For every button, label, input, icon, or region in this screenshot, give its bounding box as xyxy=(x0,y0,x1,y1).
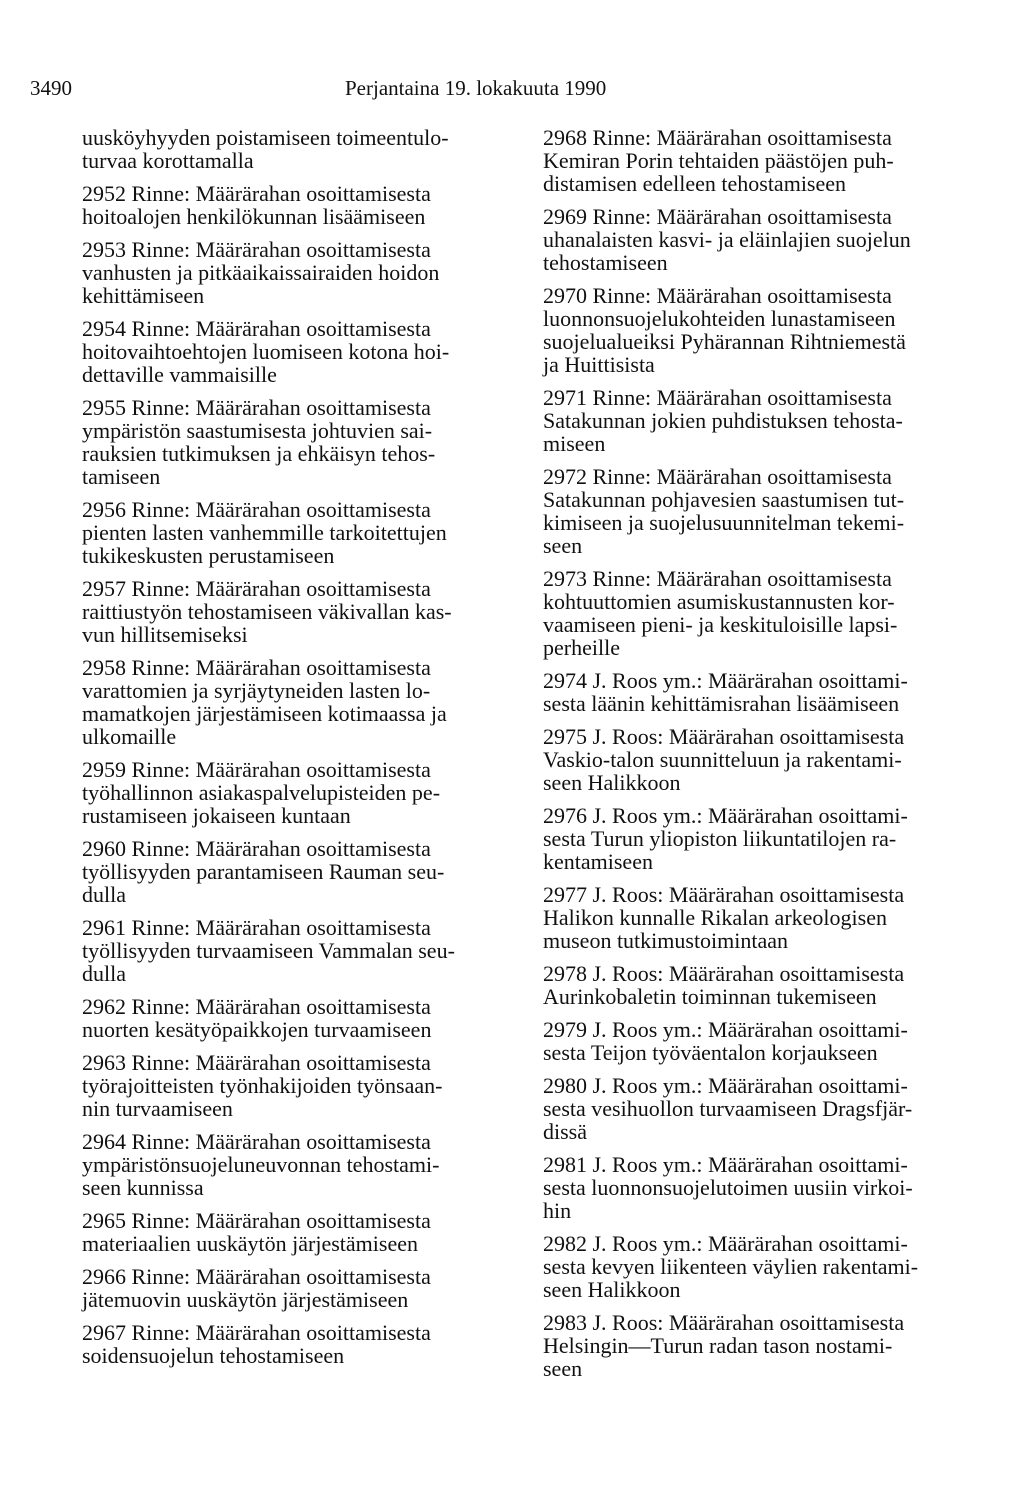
list-item: 2974 J. Roos ym.: Määrärahan osoittami- sesta läänin kehittämisrahan lisäämiseen xyxy=(543,668,908,716)
list-item: 2956 Rinne: Määrärahan osoittamisesta pienten lasten vanhemmille tarkoitettujen tukikeskusten perustamiseen xyxy=(82,497,447,568)
page-number: 3490 xyxy=(30,76,72,100)
list-item: 2972 Rinne: Määrärahan osoittamisesta Satakunnan pohjavesien saastumisen tut- kimiseen ja suojelusuunnitelman tekemi- seen xyxy=(543,464,905,558)
list-item: 2953 Rinne: Määrärahan osoittamisesta vanhusten ja pitkäaikaissairaiden hoidon kehittämiseen xyxy=(82,237,440,308)
list-item: 2977 J. Roos: Määrärahan osoittamisesta Halikon kunnalle Rikalan arkeologisen museon tutkimustoimintaan xyxy=(543,882,905,953)
list-item: 2981 J. Roos ym.: Määrärahan osoittami- sesta luonnonsuojelutoimen uusiin virkoi- hin xyxy=(543,1152,913,1223)
page-date: Perjantaina 19. lokakuuta 1990 xyxy=(345,76,607,100)
list-item: 2978 J. Roos: Määrärahan osoittamisesta Aurinkobaletin toiminnan tukemiseen xyxy=(543,961,905,1009)
list-item: uusköyhyyden poistamiseen toimeentulo- turvaa korottamalla xyxy=(82,125,449,173)
right-column xyxy=(543,126,963,1390)
left-column xyxy=(82,126,494,1377)
list-item: 2964 Rinne: Määrärahan osoittamisesta ympäristönsuojeluneuvonnan tehostami- seen kunnissa xyxy=(82,1129,440,1200)
page-header xyxy=(0,76,1024,106)
list-item: 2973 Rinne: Määrärahan osoittamisesta kohtuuttomien asumiskustannusten kor- vaamiseen pieni- ja keskituloisille lapsi- perheille xyxy=(543,566,898,660)
list-item: 2967 Rinne: Määrärahan osoittamisesta soidensuojelun tehostamiseen xyxy=(82,1320,431,1368)
list-item: 2954 Rinne: Määrärahan osoittamisesta hoitovaihtoehtojen luomiseen kotona hoi- dettaville vammaisille xyxy=(82,316,450,387)
list-item: 2971 Rinne: Määrärahan osoittamisesta Satakunnan jokien puhdistuksen tehosta- miseen xyxy=(543,385,903,456)
list-item: 2958 Rinne: Määrärahan osoittamisesta varattomien ja syrjäytyneiden lasten lo- mamatkojen järjestämiseen kotimaassa ja ulkomaille xyxy=(82,655,447,749)
list-item: 2952 Rinne: Määrärahan osoittamisesta hoitoalojen henkilökunnan lisäämiseen xyxy=(82,181,431,229)
list-item: 2955 Rinne: Määrärahan osoittamisesta ympäristön saastumisesta johtuvien sai- rauksien tutkimuksen ja ehkäisyn tehos- tamiseen xyxy=(82,395,436,489)
list-item: 2979 J. Roos ym.: Määrärahan osoittami- sesta Teijon työväentalon korjaukseen xyxy=(543,1017,908,1065)
list-item: 2959 Rinne: Määrärahan osoittamisesta työhallinnon asiakaspalvelupisteiden pe- rustamiseen jokaiseen kuntaan xyxy=(82,757,441,828)
list-item: 2982 J. Roos ym.: Määrärahan osoittami- sesta kevyen liikenteen väylien rakentami- seen Halikkoon xyxy=(543,1231,919,1302)
list-item: 2957 Rinne: Määrärahan osoittamisesta raittiustyön tehostamiseen väkivallan kas- vun hillitsemiseksi xyxy=(82,576,452,647)
list-item: 2968 Rinne: Määrärahan osoittamisesta Kemiran Porin tehtaiden päästöjen puh- distamisen edelleen tehostamiseen xyxy=(543,125,894,196)
list-item: 2965 Rinne: Määrärahan osoittamisesta materiaalien uuskäytön järjestämiseen xyxy=(82,1208,431,1256)
list-item: 2976 J. Roos ym.: Määrärahan osoittami- sesta Turun yliopiston liikuntatilojen ra- kentamiseen xyxy=(543,803,908,874)
list-item: 2983 J. Roos: Määrärahan osoittamisesta Helsingin—Turun radan tason nostami- seen xyxy=(543,1310,905,1381)
list-item: 2970 Rinne: Määrärahan osoittamisesta luonnonsuojelukohteiden lunastamiseen suojelualueiksi Pyhärannan Rihtniemestä ja Huittisista xyxy=(543,283,906,377)
list-item: 2980 J. Roos ym.: Määrärahan osoittami- sesta vesihuollon turvaamiseen Dragsfjär- dissä xyxy=(543,1073,913,1144)
list-item: 2966 Rinne: Määrärahan osoittamisesta jätemuovin uuskäytön järjestämiseen xyxy=(82,1264,431,1312)
list-item: 2962 Rinne: Määrärahan osoittamisesta nuorten kesätyöpaikkojen turvaamiseen xyxy=(82,994,432,1042)
list-item: 2961 Rinne: Määrärahan osoittamisesta työllisyyden turvaamiseen Vammalan seu- dulla xyxy=(82,915,455,986)
list-item: 2969 Rinne: Määrärahan osoittamisesta uhanalaisten kasvi- ja eläinlajien suojelun tehostamiseen xyxy=(543,204,911,275)
list-item: 2975 J. Roos: Määrärahan osoittamisesta Vaskio-talon suunnitteluun ja rakentami- seen Halikkoon xyxy=(543,724,905,795)
list-item: 2963 Rinne: Määrärahan osoittamisesta työrajoitteisten työnhakijoiden työnsaan- nin turvaamiseen xyxy=(82,1050,443,1121)
list-item: 2960 Rinne: Määrärahan osoittamisesta työllisyyden parantamiseen Rauman seu- dulla xyxy=(82,836,445,907)
